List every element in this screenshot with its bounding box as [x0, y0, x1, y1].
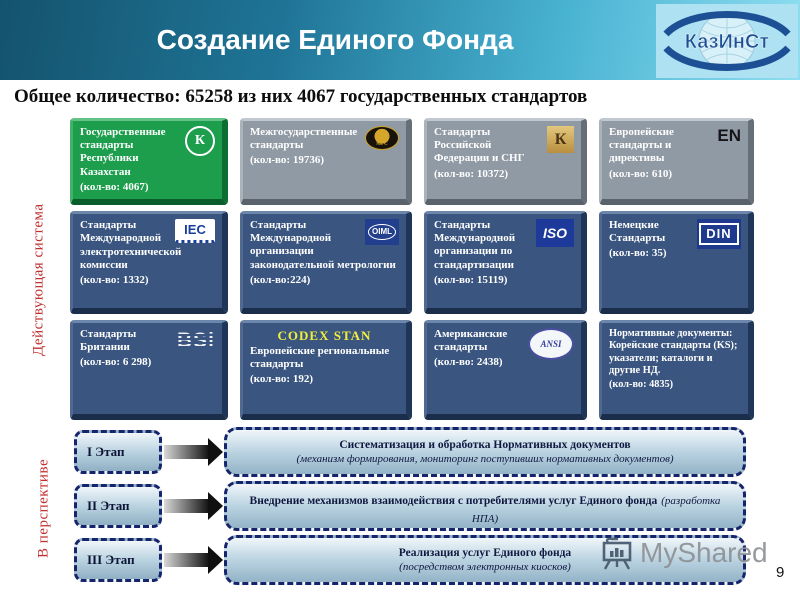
box-european-standards: [599, 118, 754, 205]
box-british-standards: [70, 320, 228, 420]
standards-grid: [70, 118, 754, 420]
box-count: (кол-во: 19736): [250, 154, 324, 167]
box-american-standards: [424, 320, 587, 420]
box-german-standards: [599, 211, 754, 314]
stage-row-2: [74, 481, 746, 531]
box-codex-stan-standards: [240, 320, 412, 420]
box-name: Государственные стандарты Республики Казахстан: [80, 126, 166, 178]
box-count: (кол-во: 10372): [434, 167, 508, 180]
kazinst-logo-icon: [658, 6, 796, 76]
arrow-right-icon: [164, 553, 208, 567]
arrow-right-icon: [164, 445, 208, 459]
kazakhstan-standard-mark-icon: К: [185, 126, 215, 156]
page-number: 9: [776, 564, 785, 581]
box-name: Стандарты Международной организации по стандартизации: [434, 219, 516, 271]
en-mark-icon: EN: [717, 126, 741, 145]
slide-title: Создание Единого Фонда: [156, 24, 514, 55]
box-name: Европейские региональные стандарты: [250, 344, 390, 370]
watermark-text: MyShared: [640, 537, 768, 568]
box-count: (кол-во: 4835): [609, 379, 674, 391]
box-count: (кол-во: 6 298): [80, 356, 152, 369]
stage-3-label: III Этап: [74, 538, 162, 582]
box-iso-standards: [424, 211, 587, 314]
side-label-current-system: Действующая система: [30, 203, 47, 357]
iec-logo-icon: IEC: [175, 219, 215, 243]
side-label-perspective: В перспективе: [35, 458, 52, 558]
box-name: Американские стандарты: [434, 328, 508, 354]
myshared-watermark[interactable]: [598, 534, 768, 572]
stage-2-box: [224, 481, 746, 531]
box-russia-cis-standards: [424, 118, 587, 205]
box-name: Стандарты Британии: [80, 328, 137, 354]
box-count: (кол-во: 4067): [80, 180, 149, 193]
stage-3-subtitle: (посредством электронных киосков): [399, 560, 571, 573]
box-count: (кол-во:224): [250, 273, 311, 286]
box-name: Стандарты Российской Федерации и СНГ: [434, 126, 525, 165]
stage-1-label: I Этап: [74, 430, 162, 474]
box-interstate-standards: [240, 118, 412, 205]
box-name: Стандарты Международной организации законодательной метрологии: [250, 219, 396, 271]
arrow-right-icon: [164, 499, 208, 513]
box-count: (кол-во: 192): [250, 372, 313, 385]
stage-1-box: [224, 427, 746, 477]
box-iec-standards: [70, 211, 228, 314]
ansi-logo-icon: ANSI: [528, 328, 574, 360]
box-name: Стандарты Международной электротехнической комиссии: [80, 219, 182, 272]
bsi-logo-icon: BSi: [176, 329, 215, 352]
total-count-heading: Общее количество: 65258 из них 4067 государственных стандартов: [14, 86, 588, 107]
stage-2-subtitle: (разработка НПА): [471, 495, 721, 525]
easel-chart-icon: [598, 534, 636, 572]
box-count: (кол-во: 15119): [434, 273, 508, 286]
iso-logo-icon: ISO: [536, 219, 574, 247]
box-name: Европейские стандарты и директивы: [609, 126, 674, 165]
box-normative-documents: [599, 320, 754, 420]
din-logo-icon: DIN: [697, 219, 741, 249]
stage-1-title: Систематизация и обработка Нормативных документов: [339, 439, 631, 452]
stage-2-title: Внедрение механизмов взаимодействия с потребителями услуг Единого фонда: [249, 495, 658, 507]
box-oiml-standards: [240, 211, 412, 314]
kazinst-logo: [656, 4, 798, 78]
stage-1-subtitle: (механизм формирования, мониторинг поступивших нормативных документов): [296, 452, 674, 465]
box-name: Немецкие Стандарты: [609, 219, 666, 245]
gost-r-mark-icon: К: [547, 126, 574, 153]
codex-stan-header: CODEX STAN: [277, 328, 372, 343]
box-kazakhstan-state-standards: [70, 118, 228, 205]
box-name: Межгосударственные стандарты: [250, 126, 358, 152]
box-count: (кол-во: 610): [609, 167, 672, 180]
box-name: Нормативные документы: Корейские стандарты (KS); указатели; каталоги и другие НД.: [609, 328, 738, 377]
stage-2-label: II Этап: [74, 484, 162, 528]
slide-header: [0, 0, 800, 80]
box-count: (кол-во: 35): [609, 247, 667, 260]
svg-text:КазИнСт: КазИнСт: [684, 31, 770, 53]
stage-3-title: Реализация услуг Единого фонда: [398, 547, 572, 560]
box-count: (кол-во: 1332): [80, 274, 149, 287]
box-count: (кол-во: 2438): [434, 356, 503, 369]
oiml-logo-icon: OIML: [365, 219, 399, 245]
mgs-emblem-icon: МГС: [365, 126, 399, 150]
stage-row-1: [74, 427, 746, 477]
